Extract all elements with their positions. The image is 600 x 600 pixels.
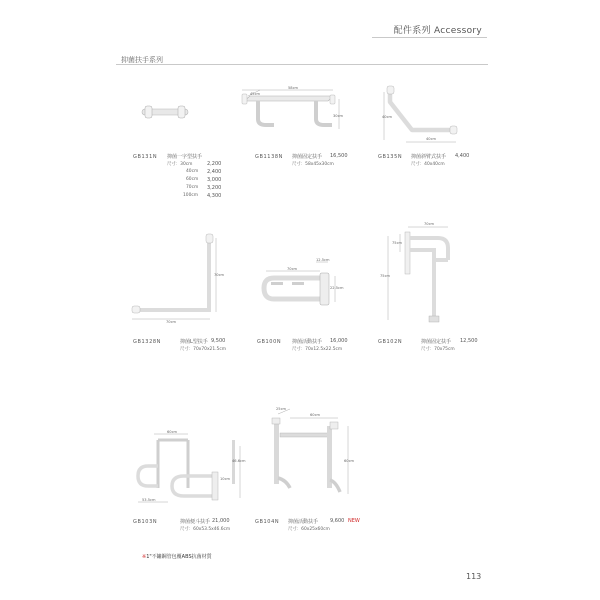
product-code: GB103N	[133, 519, 158, 525]
product-image-gb100n	[254, 256, 354, 326]
dimension-label: 60cm	[344, 459, 355, 463]
size-row: 70cm	[186, 185, 199, 190]
product-image-gb104n	[266, 404, 366, 499]
dimension-label: 22.5cm	[330, 286, 344, 290]
size-row: 尺寸：30cm	[167, 162, 193, 167]
product-name: 抑菌活動扶手	[288, 519, 319, 525]
dimension-label: 40cm	[426, 137, 437, 141]
dimension-label: 70cm	[214, 273, 225, 277]
product-image-gb135n	[376, 82, 466, 152]
price: 3,000	[207, 177, 222, 183]
product-code: GB1328N	[133, 339, 161, 345]
product-name: 抑菌固定扶手	[292, 154, 323, 160]
price: 4,400	[455, 153, 470, 159]
section-title: 抑菌扶手系列	[121, 56, 163, 64]
dimension-label: 75cm	[380, 274, 391, 278]
price: 4,300	[207, 193, 222, 199]
size-row: 60cm	[186, 177, 199, 182]
price: 2,400	[207, 169, 222, 175]
dimension-label: 58cm	[288, 86, 299, 90]
dimension-label: 30cm	[333, 114, 344, 118]
dimension-label: 12.5cm	[316, 258, 330, 262]
size-row: 尺寸：60x25x60cm	[288, 527, 330, 532]
product-code: GB102N	[378, 339, 403, 345]
product-image-gb102n	[378, 220, 468, 330]
price: 21,000	[212, 518, 230, 524]
section-rule	[116, 64, 488, 65]
price: 16,500	[330, 153, 348, 159]
product-code: GB135N	[378, 154, 403, 160]
footer-note	[142, 553, 212, 560]
dimension-label: 10cm	[220, 477, 231, 481]
page-number: 113	[466, 572, 482, 581]
price: 2,200	[207, 161, 222, 167]
product-name: 抑菌一字型扶手	[167, 154, 203, 160]
size-row: 尺寸：70x70x21.5cm	[180, 347, 227, 352]
product-code: GB1138N	[255, 154, 283, 160]
dimension-label: 75cm	[392, 241, 403, 245]
product-code: GB131N	[133, 154, 158, 160]
product-name: 抑菌活動扶手	[292, 339, 323, 345]
dimension-label: 40cm	[382, 115, 393, 119]
product-code: GB104N	[255, 519, 280, 525]
price: 9,500	[211, 338, 226, 344]
dimension-label: 60cm	[310, 413, 321, 417]
product-image-gb1138n	[236, 85, 356, 145]
dimension-label: 46.6cm	[232, 459, 246, 463]
size-row: 尺寸：40x40cm	[411, 162, 445, 167]
header-rule	[372, 37, 487, 38]
price: 16,000	[330, 338, 348, 344]
size-row: 100cm	[183, 193, 199, 198]
product-image-gb131n	[132, 95, 192, 135]
price: 3,200	[207, 185, 222, 191]
dimension-label: 70cm	[287, 267, 298, 271]
dimension-label: 70cm	[166, 320, 177, 324]
size-row: 尺寸：70x75cm	[421, 347, 455, 352]
price: 12,500	[460, 338, 478, 344]
product-image-gb1328n	[128, 228, 225, 328]
product-name: 抑菌便斗扶手	[180, 519, 211, 525]
dimension-label: 45cm	[250, 92, 261, 96]
dimension-label: 25cm	[276, 407, 287, 411]
size-row: 尺寸：60x53.5x46.6cm	[180, 527, 231, 532]
size-row: 尺寸：58x45x30cm	[292, 162, 334, 167]
product-image-gb103n	[128, 428, 248, 508]
header-title: 配件系列 Accessory	[393, 26, 482, 36]
dimension-label: 70cm	[424, 222, 435, 226]
dimension-label: 60cm	[167, 430, 178, 434]
product-name: 抑菌L型扶手	[180, 339, 208, 345]
product-name: 抑菌固定扶手	[421, 339, 452, 345]
product-code: GB100N	[257, 339, 282, 345]
size-row: 40cm	[186, 169, 199, 174]
footnote-mark: ※	[142, 554, 147, 560]
product-name: 抑菌斜臂式扶手	[411, 154, 447, 160]
dimension-label: 53.5cm	[142, 498, 156, 502]
size-row: 尺寸：70x12.5x22.5cm	[292, 347, 343, 352]
price: 9,600	[330, 518, 345, 524]
footer-note-text: 1"不鏽鋼管包覆ABS抗菌材質	[146, 554, 212, 560]
new-badge: NEW	[348, 518, 360, 524]
